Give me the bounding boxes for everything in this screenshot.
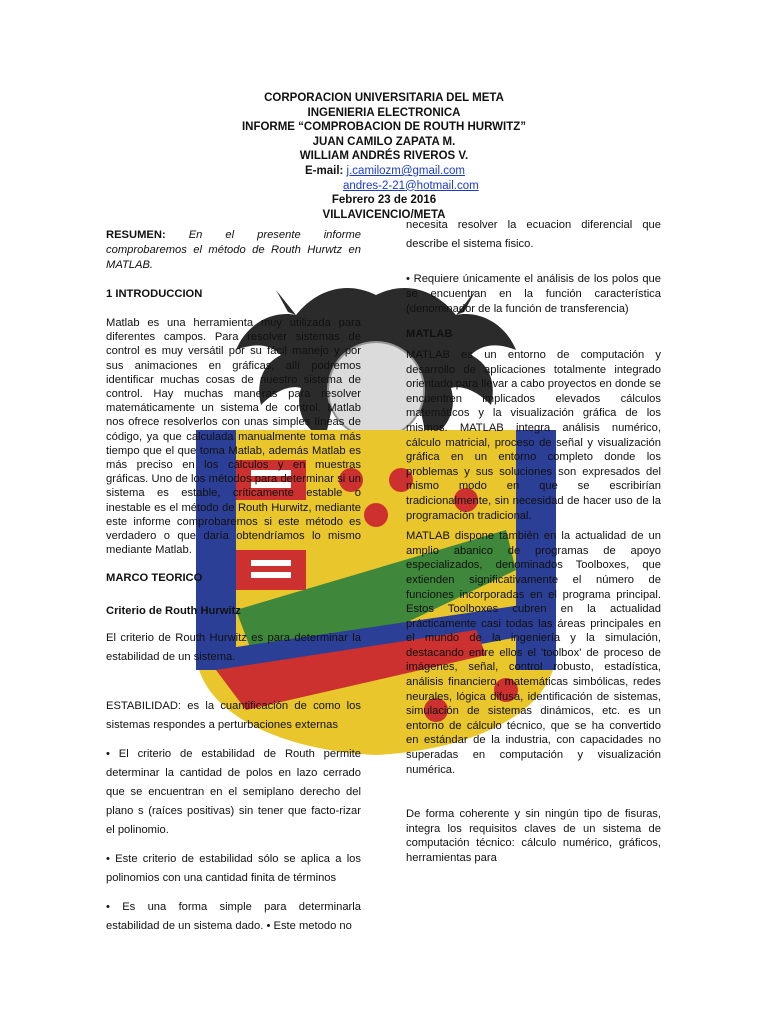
institution-name: CORPORACION UNIVERSITARIA DEL META	[264, 92, 504, 104]
report-date: Febrero 23 de 2016	[331, 194, 437, 207]
report-city: VILLAVICENCIO/META	[322, 208, 446, 221]
author-1: JUAN CAMILO ZAPATA M.	[312, 135, 456, 148]
intro-text: Matlab es una herramienta muy utilizada para diferentes campos. Para resolver sistemas de control es muy versátil por su fácil manejo y por sus animaciones en gráficas, allí podremos identificar muchas cosas de nuestro sistema de control. Hay muchas maneras para resolver matemáticamente un sistema de control. Matlab nos ofrece resolverlos con unas simples líneas de código, ya que calculada manualmente toma más tiempo que el que toma Matlab, además Matlab es más preciso en los cálculos y en muestras gráficas. Uno de los métodos para determinar si un sistema es estable, críticamente estable o inestable es el método de Routh Hurwitz, mediante este informe comprobaremos si este método es verdadero o que daría obtendríamos lo mismo mediante Matlab.	[106, 317, 361, 557]
continuation-text: necesita resolver la ecuacion diferencial que describe el sistema fisico.	[406, 219, 661, 250]
bullet-3: • Es una forma simple para determinarla estabilidad de un sistema dado. • Este metodo no	[106, 901, 361, 933]
email-line	[180, 164, 588, 179]
matlab-heading: MATLAB	[406, 328, 453, 340]
matlab-paragraph-1: MATLAB es un entorno de computación y desarrollo de aplicaciones totalmente integrado orientado para llevar a cabo proyectos en donde se encuentren implicados elevados cálculos matemáticos y la visualización gráfica de los mismos. MATLAB integra análisis numérico, cálculo matricial, proceso de señal y visualización gráfica en un entorno completo donde los problemas y sus soluciones son expresados del mismo modo en que se escribirían tradicionalmente, sin necesidad de hacer uso de la programación tradicional.	[406, 349, 661, 522]
document-header	[180, 91, 588, 222]
bullet-4: • Requiere únicamente el análisis de los polos que se encuentran en la función característica (denominador de la función de transferencia)	[406, 273, 661, 315]
criterio-heading: Criterio de Routh Hurwitz	[106, 605, 241, 618]
program-name: INGENIERIA ELECTRONICA	[307, 106, 461, 119]
right-column	[406, 216, 661, 866]
matlab-paragraph-3: De forma coherente y sin ningún tipo de fisuras, integra los requisitos claves de un sistema de computación técnico: cálculo numérico, gráficos, herramientas para	[406, 808, 661, 864]
abstract-paragraph	[106, 228, 361, 273]
bullet-1: • El criterio de estabilidad de Routh permite determinar la cantidad de polos en lazo cerrado que se encuentran en el semiplano derecho del plano s (raíces positivas) sin tener que facto-rizar el polinomio.	[106, 748, 361, 837]
email-link-1[interactable]: j.camilozm@gmail.com	[346, 164, 465, 177]
marco-heading: MARCO TEORICO	[106, 572, 203, 585]
abstract-text: En el presente informe comprobaremos el método de Routh Hurwtz en MATLAB.	[106, 229, 362, 271]
left-column	[106, 228, 361, 936]
intro-heading: 1 INTRODUCCION	[106, 288, 203, 300]
author-2: WILLIAM ANDRÉS RIVEROS V.	[299, 150, 469, 163]
email-line-2	[180, 179, 588, 194]
email-label: E-mail:	[305, 164, 344, 177]
matlab-paragraph-2: MATLAB dispone también en la actualidad de un amplio abanico de programas de apoyo especializados, denominados Toolboxes, que extienden significativamente el número de funciones incorporadas en el programa principal. Estos Toolboxes cubren en la actualidad prácticamente casi todas las áreas principales en el mundo de la ingeniería y la simulación, destacando entre ellos el 'toolbox' de proceso de imágenes, señal, control robusto, estadística, análisis financiero, matemáticas simbólicas, redes neurales, lógica difusa, identificación de sistemas, simulación de sistemas dinámicos, etc. es un entorno de cálculo técnico, que se ha convertido en estándar de la industria, con capacidades no superadas en computación y visualización numérica.	[406, 530, 661, 776]
estabilidad-text: ESTABILIDAD: es la cuantificación de como los sistemas respondes a perturbaciones externas	[106, 700, 361, 732]
bullet-2: • Este criterio de estabilidad sólo se aplica a los polinomios con una cantidad finita de términos	[106, 853, 361, 885]
email-link-2[interactable]: andres-2-21@hotmail.com	[343, 179, 479, 192]
abstract-label: RESUMEN:	[106, 229, 166, 241]
criterio-text: El criterio de Routh Hurwitz es para determinar la estabilidad de un sistema.	[106, 632, 361, 664]
report-title: INFORME “COMPROBACION DE ROUTH HURWITZ”	[241, 121, 527, 134]
